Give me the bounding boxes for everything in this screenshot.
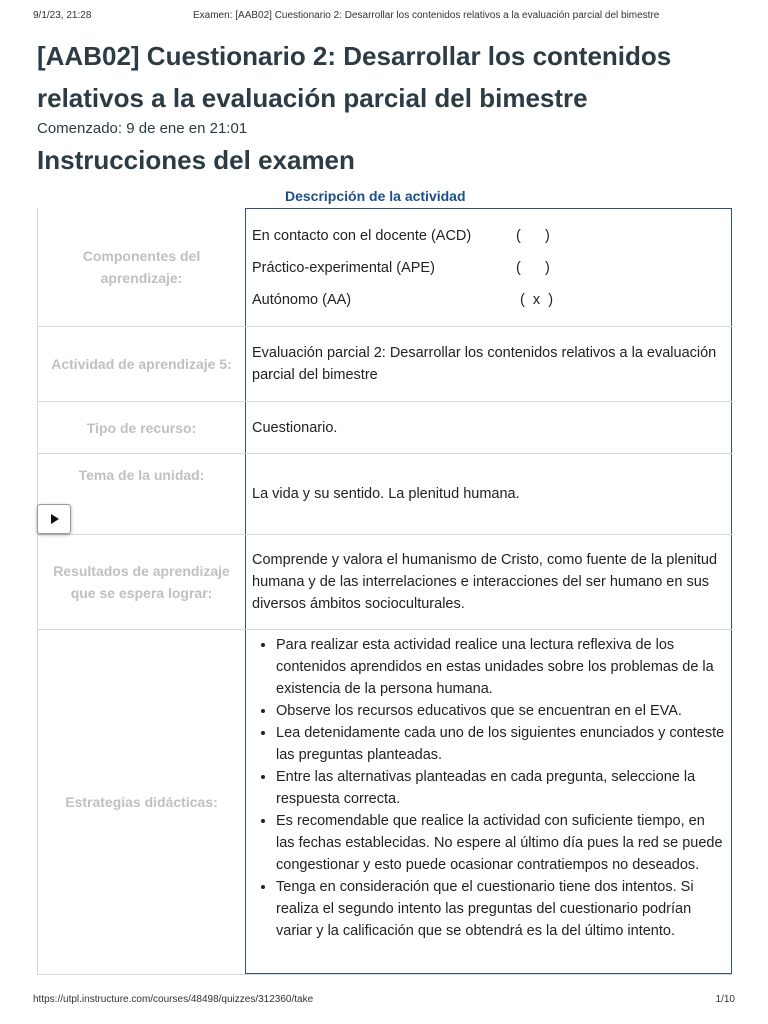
activity-description-table — [37, 208, 732, 975]
learning-outcomes-label: Resultados de aprendizaje que se espera lograr: — [37, 535, 245, 629]
print-footer — [33, 994, 735, 1008]
table-row-learning-outcomes — [37, 535, 732, 630]
component-item — [252, 252, 725, 284]
list-item: • Para realizar esta actividad realice una lectura reflexiva de los contenidos aprendidos en estas unidades sobre los problemas de la existencia de la persona humana. — [276, 634, 725, 700]
strategies-label: Estrategias didácticas: — [37, 630, 245, 974]
table-row-resource-type — [37, 402, 732, 454]
page-number: 1/10 — [715, 994, 735, 1005]
quiz-started-time: Comenzado: 9 de ene en 21:01 — [37, 120, 248, 137]
learning-outcomes-value: Comprende y valora el humanismo de Cristo, como fuente de la plenitud humana y de las interrelaciones e interacciones del ser humano en sus diversos ámbitos socioculturales. — [245, 535, 732, 629]
component-item — [252, 284, 725, 316]
print-date: 9/1/23, 21:28 — [33, 10, 92, 21]
component-item — [252, 220, 725, 252]
component-mark: ( ) — [516, 259, 550, 276]
list-item: • Es recomendable que realice la actividad con suficiente tiempo, en las fechas establecidas. No espere al último día pues la red se puede congestionar y esto puede ocasionar contratiempos no deseados. — [276, 810, 725, 876]
component-name: En contacto con el docente (ACD) — [252, 227, 472, 244]
print-document-title: Examen: [AAB02] Cuestionario 2: Desarrollar los contenidos relativos a la evaluación parcial del bimestre — [193, 10, 660, 21]
table-row-activity — [37, 327, 732, 402]
exam-instructions-heading: Instrucciones del examen — [37, 145, 355, 175]
list-item: • Tenga en consideración que el cuestionario tiene dos intentos. Si realiza el segundo intento las preguntas del cuestionario podrían variar y la calificación que se obtendrá es la del último intento. — [276, 876, 725, 942]
table-row-unit-topic — [37, 454, 732, 535]
activity-label: Actividad de aprendizaje 5: — [37, 327, 245, 401]
components-label: Componentes del aprendizaje: — [37, 208, 245, 326]
page-url: https://utpl.instructure.com/courses/48498/quizzes/312360/take — [33, 994, 314, 1005]
unit-topic-label: Tema de la unidad: — [37, 454, 245, 534]
resource-type-value: Cuestionario. — [245, 402, 732, 453]
activity-description-caption: Descripción de la actividad — [285, 188, 466, 204]
strategies-list — [252, 634, 725, 942]
strategies-value — [245, 630, 732, 974]
list-item: • Lea detenidamente cada uno de los siguientes enunciados y conteste las preguntas planteadas. — [276, 722, 725, 766]
list-item: • Entre las alternativas planteadas en cada pregunta, seleccione la respuesta correcta. — [276, 766, 725, 810]
component-mark: ( ) — [516, 227, 550, 244]
print-header — [33, 10, 735, 24]
activity-value: Evaluación parcial 2: Desarrollar los contenidos relativos a la evaluación parcial del bimestre — [245, 327, 732, 401]
page-title: [AAB02] Cuestionario 2: Desarrollar los contenidos relativos a la evaluación parcial del bimestre — [37, 41, 672, 113]
play-icon — [51, 514, 59, 524]
list-item: • Observe los recursos educativos que se encuentran en el EVA. — [276, 700, 725, 722]
resource-type-label: Tipo de recurso: — [37, 402, 245, 453]
component-name: Práctico-experimental (APE) — [252, 259, 435, 276]
component-mark: ( x ) — [516, 291, 554, 308]
table-row-components — [37, 208, 732, 327]
components-value — [245, 208, 732, 326]
table-row-strategies — [37, 630, 732, 975]
unit-topic-value: La vida y su sentido. La plenitud humana. — [245, 454, 732, 534]
play-button[interactable] — [37, 504, 71, 534]
component-name: Autónomo (AA) — [252, 291, 352, 308]
